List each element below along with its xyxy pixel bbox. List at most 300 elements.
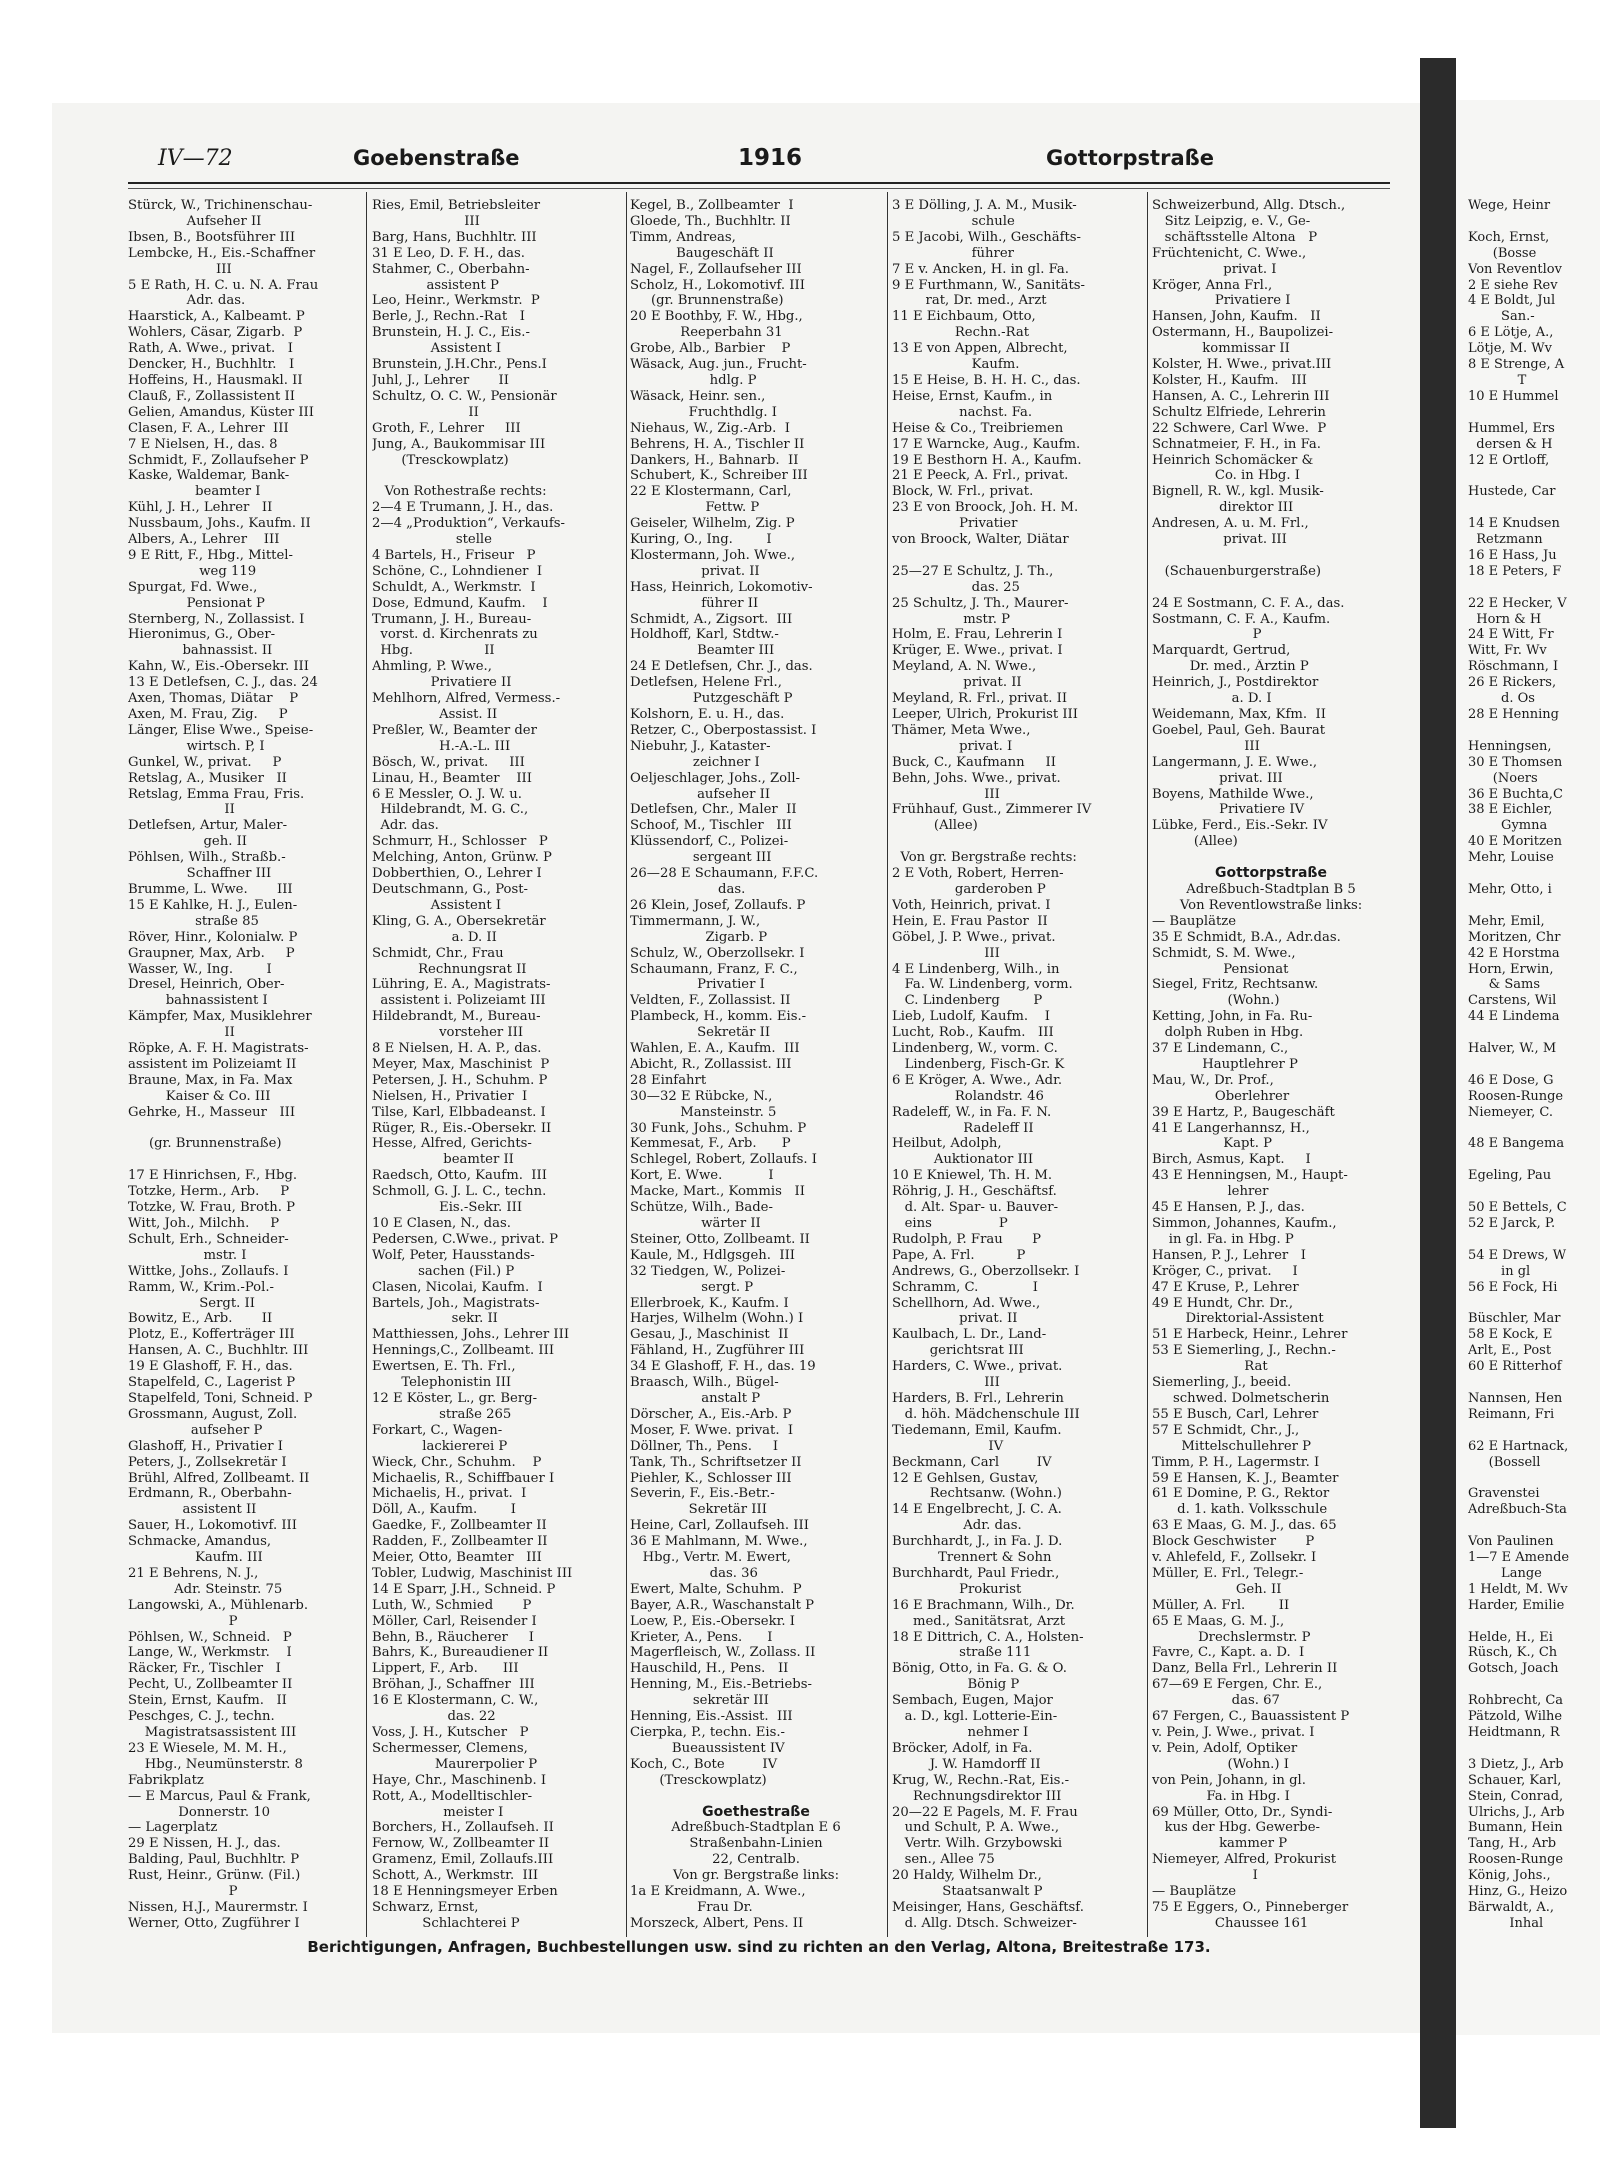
directory-entry-line: Döllner, Th., Pens. I	[630, 1438, 779, 1454]
directory-entry-line: 15 E Heise, B. H. H. C., das.	[892, 372, 1081, 388]
directory-entry-line: Kling, G. A., Obersekretär	[372, 913, 546, 929]
street-section-heading: Goethestraße	[702, 1804, 810, 1820]
directory-column-2	[372, 198, 622, 1933]
directory-entry-line: 36 E Buchta,C	[1468, 786, 1563, 802]
directory-entry-line: Schauer, Karl,	[1468, 1772, 1562, 1788]
directory-entry-line: 13 E Detlefsen, C. J., das. 24	[128, 675, 318, 691]
directory-entry-line: Staatsanwalt P	[892, 1884, 1043, 1900]
directory-entry-line: Hauptlehrer P	[1152, 1056, 1298, 1072]
directory-entry-line: Langermann, J. E. Wwe.,	[1152, 754, 1318, 770]
directory-entry-line: 4 E Boldt, Jul	[1468, 293, 1556, 309]
year-heading: 1916	[738, 145, 803, 171]
directory-entry-line: lehrer	[1152, 1184, 1269, 1200]
directory-entry-line: in gl	[1468, 1263, 1531, 1279]
directory-entry-line: Sekretär III	[630, 1502, 767, 1518]
directory-entry-line: 15 E Kahlke, H. J., Eulen-	[128, 897, 298, 913]
directory-entry-line: 16 E Brachmann, Wilh., Dr.	[892, 1597, 1075, 1613]
directory-entry-line: Fruchthdlg. I	[630, 404, 778, 420]
directory-entry-line: assistent II	[128, 1502, 257, 1518]
directory-entry-line: III	[892, 1375, 1000, 1391]
directory-entry-line: 1a E Kreidmann, A. Wwe.,	[630, 1884, 806, 1900]
directory-entry-line: Barg, Hans, Buchhltr. III	[372, 229, 537, 245]
directory-entry-line: Radeleff II	[892, 1120, 1034, 1136]
directory-entry-line: Stapelfeld, C., Lagerist P	[128, 1375, 296, 1391]
directory-entry-line: Gramenz, Emil, Zollaufs.III	[372, 1852, 554, 1868]
directory-entry-line: Magerfleisch, W., Zollass. II	[630, 1645, 816, 1661]
column-divider	[1147, 192, 1148, 1937]
spacer-line	[892, 548, 1144, 564]
directory-entry-line: — Lagerplatz	[128, 1820, 218, 1836]
directory-entry-line: Stein, Conrad,	[1468, 1788, 1564, 1804]
directory-entry-line: Schultz Elfriede, Lehrerin	[1152, 404, 1326, 420]
directory-entry-line: meister I	[372, 1804, 504, 1820]
directory-entry-line: Wolf, Peter, Hausstands-	[372, 1247, 535, 1263]
directory-entry-line: (gr. Brunnenstraße)	[630, 293, 784, 309]
section-note: Von Reventlowstraße links:	[1179, 897, 1363, 913]
directory-entry-line: Von Reventlov	[1468, 261, 1562, 277]
directory-entry-line: Gotsch, Joach	[1468, 1661, 1559, 1677]
spacer-line	[1152, 548, 1390, 564]
directory-entry-line: Schlachterei P	[372, 1915, 520, 1931]
directory-entry-line: Kaiser & Co. III	[128, 1088, 271, 1104]
directory-entry-line: Lieb, Ludolf, Kaufm. I	[892, 1009, 1051, 1025]
directory-entry-line: Bärwaldt, A.,	[1468, 1899, 1555, 1915]
directory-entry-line: Hildebrandt, M., Bureau-	[372, 1009, 541, 1025]
directory-entry-line: Rechnungsdirektor III	[892, 1788, 1062, 1804]
directory-entry-line: P	[128, 1884, 238, 1900]
directory-entry-line: 52 E Jarck, P.	[1468, 1216, 1556, 1231]
header-rule	[128, 182, 1390, 184]
directory-entry-line: 26 Klein, Josef, Zollaufs. P	[630, 897, 806, 913]
directory-entry-line: 51 E Harbeck, Heinr., Lehrer	[1152, 1327, 1348, 1343]
directory-entry-line: Lembcke, H., Eis.-Schaffner	[128, 245, 316, 261]
directory-entry-line: Früchtenicht, C. Wwe.,	[1152, 245, 1307, 261]
directory-entry-line: Röschmann, I	[1468, 659, 1559, 675]
directory-entry-line: — Bauplätze	[1152, 913, 1236, 929]
directory-entry-line: d. höh. Mädchenschule III	[892, 1406, 1080, 1422]
directory-entry-line: Röhrig, J. H., Geschäftsf.	[892, 1184, 1057, 1200]
directory-entry-line: Lange, W., Werkmstr. I	[128, 1645, 292, 1661]
directory-entry-line: Niemeyer, Alfred, Prokurist	[1152, 1852, 1337, 1868]
directory-entry-line: 49 E Hundt, Chr. Dr.,	[1152, 1295, 1294, 1311]
directory-entry-line: Fernow, W., Zollbeamter II	[372, 1836, 550, 1852]
spacer-line	[1468, 1375, 1598, 1391]
section-note: Adreßbuch-Stadtplan B 5	[1186, 881, 1356, 897]
directory-entry-line: Bowitz, E., Arb. II	[128, 1311, 273, 1327]
directory-entry-line: Kaule, M., Hdlgsgeh. III	[630, 1247, 796, 1263]
directory-entry-line: Reeperbahn 31	[630, 325, 783, 341]
directory-entry-line: gerichtsrat III	[892, 1343, 1024, 1359]
directory-entry-line: Retzer, C., Oberpostassist. I	[630, 722, 817, 738]
directory-entry-line: Räcker, Fr., Tischler I	[128, 1661, 281, 1677]
directory-entry-line: 23 E von Broock, Joh. H. M.	[892, 500, 1079, 516]
directory-entry-line: Harders, C. Wwe., privat.	[892, 1359, 1063, 1375]
directory-entry-line: Tiedemann, Emil, Kaufm.	[892, 1422, 1062, 1438]
directory-entry-line: 47 E Kruse, P., Lehrer	[1152, 1279, 1299, 1295]
spacer-line	[1468, 1296, 1598, 1312]
directory-entry-line: 20 Haldy, Wilhelm Dr.,	[892, 1868, 1042, 1884]
directory-entry-line: Von gr. Bergstraße rechts:	[892, 850, 1077, 866]
directory-entry-line: Dobberthien, O., Lehrer I	[372, 866, 542, 882]
directory-entry-line: Schult, Erh., Schneider-	[128, 1231, 289, 1247]
directory-entry-line: nachst. Fa.	[892, 404, 1033, 420]
directory-entry-line: sen., Allee 75	[892, 1852, 995, 1868]
directory-entry-line: Ostermann, H., Baupolizei-	[1152, 325, 1334, 341]
directory-entry-line: 55 E Busch, Carl, Lehrer	[1152, 1406, 1319, 1422]
directory-entry-line: Kühl, J. H., Lehrer II	[128, 500, 273, 516]
directory-entry-line: Krug, W., Rechn.-Rat, Eis.-	[892, 1772, 1070, 1788]
directory-entry-line: 12 E Köster, L., gr. Berg-	[372, 1390, 538, 1406]
directory-entry-line: 16 E Hass, Ju	[1468, 547, 1557, 563]
directory-entry-line: zeichner I	[630, 754, 760, 770]
directory-entry-line: Hbg., Vertr. M. Ewert,	[630, 1550, 791, 1566]
directory-entry-line: Voss, J. H., Kutscher P	[372, 1725, 529, 1740]
directory-entry-line: 57 E Schmidt, Chr., J.,	[1152, 1422, 1300, 1438]
directory-entry-line: straße 85	[128, 913, 259, 929]
directory-entry-line: 38 E Eichler,	[1468, 802, 1553, 818]
directory-entry-line: Braune, Max, in Fa. Max	[128, 1072, 293, 1088]
directory-entry-line: Kuring, O., Ing. I	[630, 532, 772, 548]
directory-entry-line: Braasch, Wilh., Bügel-	[630, 1375, 779, 1391]
directory-entry-line: Deutschmann, G., Post-	[372, 881, 528, 897]
directory-entry-line: Ulrichs, J., Arb	[1468, 1804, 1565, 1820]
directory-entry-line: Privatier	[892, 516, 1018, 532]
directory-entry-line	[372, 1932, 622, 1933]
page-header	[128, 140, 1390, 180]
directory-entry-line: Assistent I	[372, 341, 502, 357]
directory-entry-line: Meyer, Max, Maschinist P	[372, 1056, 550, 1072]
directory-entry-line: sergt. P	[630, 1279, 754, 1295]
directory-entry-line: sekr. II	[372, 1311, 498, 1327]
directory-entry-line: Ewert, Malte, Schuhm. P	[630, 1581, 802, 1597]
directory-entry-line: nehmer I	[892, 1725, 1029, 1740]
directory-entry-line: Leeper, Ulrich, Prokurist III	[892, 707, 1078, 722]
directory-entry-line: Morszeck, Albert, Pens. II	[630, 1915, 804, 1931]
directory-entry-line: Wohlers, Cäsar, Zigarb. P	[128, 325, 303, 341]
right-street-heading: Gottorpstraße	[1046, 146, 1214, 170]
directory-entry-line: Sekretär II	[630, 1025, 771, 1041]
directory-entry-line: Magistratsassistent III	[128, 1725, 297, 1740]
spacer-line	[1468, 1677, 1598, 1693]
directory-entry-line: Borchers, H., Zollaufseh. II	[372, 1820, 554, 1836]
adjacent-page-column	[1468, 198, 1598, 1932]
directory-entry-line: Hinz, G., Heizo	[1468, 1884, 1568, 1900]
directory-entry-line: med., Sanitätsrat, Arzt	[892, 1613, 1066, 1629]
directory-entry-line: Kahn, W., Eis.-Obersekr. III	[128, 659, 309, 675]
directory-entry-line: Hauschild, H., Pens. II	[630, 1661, 789, 1677]
directory-entry-line: Rat	[1152, 1359, 1268, 1375]
directory-entry-line: 30—32 E Rübcke, N.,	[630, 1088, 773, 1104]
directory-entry-line: (Tresckowplatz)	[372, 452, 509, 468]
directory-entry-line: 9 E Ritt, F., Hbg., Mittel-	[128, 547, 293, 563]
directory-entry-line: das. 36	[630, 1565, 758, 1581]
directory-entry-line: Wieck, Chr., Schuhm. P	[372, 1454, 542, 1470]
directory-entry-line: Wege, Heinr	[1468, 198, 1551, 213]
directory-entry-line: 18 E Henningsmeyer Erben	[372, 1884, 558, 1900]
directory-entry-line: Michaelis, H., privat. I	[372, 1486, 527, 1502]
directory-entry-line: Carstens, Wil	[1468, 993, 1557, 1009]
directory-entry-line: Niemeyer, C.	[1468, 1104, 1553, 1120]
directory-entry-line: Privatiere II	[372, 675, 512, 691]
directory-entry-line: Moritzen, Chr	[1468, 929, 1561, 945]
directory-entry-line: Schnatmeier, F. H., in Fa.	[1152, 436, 1321, 452]
directory-entry-line: Boyens, Mathilde Wwe.,	[1152, 786, 1314, 802]
directory-entry-line: Hein, E. Frau Pastor II	[892, 913, 1048, 929]
directory-entry-line: Brumme, L. Wwe. III	[128, 881, 293, 897]
directory-entry-line: Frühhauf, Gust., Zimmerer IV	[892, 802, 1092, 818]
directory-entry-line: Behn, B., Räucherer I	[372, 1629, 534, 1645]
spacer-line	[1468, 1121, 1598, 1137]
directory-entry-line: privat. I	[892, 738, 1013, 754]
directory-entry-line: Klostermann, Joh. Wwe.,	[630, 547, 796, 563]
directory-entry-line: 2 E siehe Rev	[1468, 277, 1558, 293]
directory-entry-line: Niebuhr, J., Kataster-	[630, 738, 771, 754]
directory-entry-line: Detlefsen, Chr., Maler II	[630, 802, 797, 818]
directory-entry-line: Adr. das.	[892, 1518, 1022, 1534]
directory-entry-line: 26 E Rickers,	[1468, 675, 1557, 691]
directory-entry-line: v. Pein, Adolf, Optiker	[1152, 1740, 1298, 1756]
directory-entry-line: Block, W. Frl., privat.	[892, 484, 1034, 500]
directory-entry-line: Loew, P., Eis.-Obersekr. I	[630, 1613, 796, 1629]
directory-entry-line: Erdmann, R., Oberbahn-	[128, 1486, 292, 1502]
directory-entry-line: Inhal	[1468, 1915, 1544, 1931]
directory-entry-line: straße 111	[892, 1645, 1032, 1661]
spacer-line	[1468, 468, 1598, 484]
directory-entry-line: Kolster, H. Wwe., privat.III	[1152, 357, 1332, 373]
spacer-line	[1152, 580, 1390, 596]
directory-entry-line: 14 E Engelbrecht, J. C. A.	[892, 1502, 1062, 1518]
directory-entry-line: 4 E Lindenberg, Wilh., in	[892, 961, 1060, 977]
directory-entry-line: Chaussee 161	[1152, 1915, 1309, 1931]
directory-entry-line: sergeant III	[630, 850, 772, 866]
directory-entry-line: das. 67	[1152, 1693, 1280, 1709]
directory-entry-line: 17 E Warncke, Aug., Kaufm.	[892, 436, 1081, 452]
directory-entry-line: Kort, E. Wwe. I	[630, 1168, 774, 1184]
directory-entry-line: Sembach, Eugen, Major	[892, 1693, 1053, 1709]
directory-entry-line: 6 E Lötje, A.,	[1468, 325, 1554, 341]
directory-entry-line: 31 E Leo, D. F. H., das.	[372, 245, 525, 261]
directory-entry-line: Hennings,C., Zollbeamt. III	[372, 1343, 555, 1359]
directory-entry-line: Favre, C., Kapt. a. D. I	[1152, 1645, 1305, 1661]
directory-entry-line: Nissen, H.J., Maurermstr. I	[128, 1899, 308, 1915]
directory-entry-line: Tobler, Ludwig, Maschinist III	[372, 1565, 573, 1581]
directory-entry-line: Oeljeschlager, Johs., Zoll-	[630, 770, 800, 786]
directory-entry-line: Rechtsanw. (Wohn.)	[892, 1486, 1062, 1502]
directory-entry-line: 8 E Strenge, A	[1468, 357, 1565, 373]
book-gutter	[1420, 58, 1456, 2128]
directory-entry-line: Schöne, C., Lohndiener I	[372, 563, 543, 579]
spacer-line	[892, 834, 1144, 850]
directory-entry-line: Heinrich Schomäcker &	[1152, 452, 1314, 468]
directory-entry-line: König, Johs.,	[1468, 1868, 1551, 1884]
directory-entry-line: privat. II	[892, 675, 1022, 691]
directory-entry-line: Pecht, U., Zollbeamter II	[128, 1677, 293, 1693]
directory-entry-line: privat. III	[1152, 532, 1287, 548]
directory-entry-line: Haye, Chr., Maschinenb. I	[372, 1772, 547, 1788]
directory-entry-line: von Broock, Walter, Diätar	[892, 532, 1069, 548]
directory-entry-line: Putzgeschäft P	[630, 691, 793, 707]
spacer-line	[1468, 1741, 1598, 1757]
directory-entry-line: Marquardt, Gertrud,	[1152, 643, 1291, 659]
directory-entry-line: 54 E Drews, W	[1468, 1247, 1567, 1263]
directory-entry-line: Bueaussistent IV	[630, 1740, 785, 1756]
directory-entry-line: Reimann, Fri	[1468, 1406, 1555, 1422]
directory-entry-line: 62 E Hartnack,	[1468, 1438, 1569, 1454]
directory-entry-line: Wäsack, Heinr. sen.,	[630, 388, 766, 404]
directory-entry-line: Kaulbach, L. Dr., Land-	[892, 1327, 1047, 1343]
directory-entry-line: Fa. W. Lindenberg, vorm.	[892, 977, 1073, 993]
directory-entry-line: 42 E Horstma	[1468, 945, 1560, 961]
directory-entry-line: Schütze, Wilh., Bade-	[630, 1200, 773, 1216]
directory-entry-line: Adreßbuch-Sta	[1468, 1502, 1567, 1518]
directory-entry-line: Telephonistin III	[372, 1375, 512, 1391]
directory-entry-line: 3 Dietz, J., Arb	[1468, 1756, 1564, 1772]
directory-entry-line: Schaffner III	[128, 866, 272, 882]
directory-entry-line: Groth, F., Lehrer III	[372, 420, 521, 436]
directory-entry-line: (gr. Brunnenstraße)	[128, 1136, 282, 1152]
directory-entry-line: Witt, Joh., Milchh. P	[128, 1216, 280, 1231]
spacer-line	[128, 1121, 360, 1137]
directory-entry-line: führer II	[630, 595, 759, 611]
directory-entry-line: Maurerpolier P	[372, 1756, 538, 1772]
directory-entry-line: Hansen, A. C., Buchhltr. III	[128, 1343, 309, 1359]
directory-entry-line: 7 E v. Ancken, H. in gl. Fa.	[892, 261, 1069, 277]
directory-entry-line: Geiseler, Wilhelm, Zig. P	[630, 516, 795, 532]
directory-entry-line: Timm, P. H., Lagermstr. I	[1152, 1454, 1320, 1470]
directory-entry-line: Matthiessen, Johs., Lehrer III	[372, 1327, 570, 1343]
directory-entry-line: H.-A.-L. III	[372, 738, 511, 754]
directory-entry-line: III	[372, 213, 480, 229]
section-note: 22, Centralb.	[712, 1852, 800, 1868]
directory-entry-line: Grobe, Alb., Barbier P	[630, 341, 791, 357]
directory-entry-line: 22 Schwere, Carl Wwe. P	[1152, 420, 1327, 436]
directory-entry-line: Mehr, Emil,	[1468, 913, 1545, 929]
directory-entry-line: wärter II	[630, 1216, 761, 1231]
directory-entry-line: Kemmesat, F., Arb. P	[630, 1136, 791, 1152]
directory-entry-line: 10 E Kniewel, Th. H. M.	[892, 1168, 1053, 1184]
column-divider	[626, 192, 627, 1937]
directory-entry-line: Schmidt, A., Zigsort. III	[630, 611, 793, 627]
directory-entry-line: 5 E Rath, H. C. u. N. A. Frau	[128, 277, 319, 293]
directory-entry-line: 24 E Witt, Fr	[1468, 627, 1554, 643]
directory-entry-line: Frau Dr.	[630, 1899, 753, 1915]
directory-entry-line: Kolshorn, E. u. H., das.	[630, 707, 785, 722]
directory-entry-line: Dr. med., Ärztin P	[1152, 659, 1309, 675]
directory-entry-line: Detlefsen, Artur, Maler-	[128, 818, 288, 834]
directory-entry-line: Heise & Co., Treibriemen	[892, 420, 1064, 436]
directory-entry-line: P	[1152, 627, 1262, 643]
directory-entry-line: vorst. d. Kirchenrats zu	[372, 627, 538, 643]
directory-entry-line: Dankers, H., Bahnarb. II	[630, 452, 799, 468]
directory-entry-line: Radeleff, W., in Fa. F. N.	[892, 1104, 1052, 1120]
directory-entry-line: Schmidt, F., Zollaufseher P	[128, 452, 309, 468]
directory-entry-line: Abicht, R., Zollassist. III	[630, 1056, 792, 1072]
directory-entry-line: Pensionat	[1152, 961, 1289, 977]
directory-entry-line: (Allee)	[1152, 834, 1238, 850]
directory-entry-line: Schulz, W., Oberzollsekr. I	[630, 945, 805, 961]
directory-entry-line: hdlg. P	[630, 372, 757, 388]
directory-entry-line: 8 E Nielsen, H. A. P., das.	[372, 1041, 542, 1057]
directory-entry-line: direktor III	[1152, 500, 1294, 516]
directory-entry-line: Zigarb. P	[630, 929, 768, 945]
directory-entry-line: v. Pein, J. Wwe., privat. I	[1152, 1725, 1315, 1740]
directory-entry-line: Adr. das.	[372, 818, 439, 834]
directory-entry-line: 13 E von Appen, Albrecht,	[892, 341, 1068, 357]
directory-entry-line: schäftsstelle Altona P	[1152, 229, 1318, 245]
directory-entry-line: 16 E Klostermann, C. W.,	[372, 1693, 539, 1709]
directory-entry-line: 35 E Schmidt, B.A., Adr.das.	[1152, 929, 1341, 945]
directory-entry-line: 19 E Glashoff, F. H., das.	[128, 1359, 293, 1375]
directory-entry-line: Mau, W., Dr. Prof.,	[1152, 1072, 1274, 1088]
directory-entry-line: 59 E Hansen, K. J., Beamter	[1152, 1470, 1339, 1486]
directory-entry-line: Bösch, W., privat. III	[372, 754, 525, 770]
directory-entry-line: Tank, Th., Schriftsetzer II	[630, 1454, 802, 1470]
directory-entry-line: Dose, Edmund, Kaufm. I	[372, 595, 548, 611]
directory-entry-line: 50 E Bettels, C	[1468, 1200, 1567, 1216]
directory-entry-line: Göbel, J. P. Wwe., privat.	[892, 929, 1056, 945]
directory-entry-line: Berle, J., Rechn.-Rat I	[372, 309, 525, 325]
directory-entry-line: Geh. II	[1152, 1581, 1282, 1597]
spacer-line	[372, 468, 622, 484]
directory-entry-line: Lange	[1468, 1565, 1542, 1581]
directory-entry-line	[892, 1932, 1144, 1933]
directory-entry-line: aufseher P	[128, 1422, 263, 1438]
directory-entry-line: Von Paulinen	[1468, 1534, 1554, 1550]
directory-entry-line: 6 E Kröger, A. Wwe., Adr.	[892, 1072, 1063, 1088]
directory-entry-line: Nagel, F., Zollaufseher III	[630, 261, 802, 277]
directory-entry-line: Rechnungsrat II	[372, 961, 527, 977]
directory-entry-line: 25—27 E Schultz, J. Th.,	[892, 563, 1054, 579]
directory-entry-line: Koch, Ernst,	[1468, 229, 1550, 245]
directory-column-5	[1152, 198, 1390, 1933]
publisher-footer: Berichtigungen, Anfragen, Buchbestellungen usw. sind zu richten an den Verlag, Altona, Breitestraße 173.	[307, 1938, 1211, 1956]
directory-entry-line: (Allee)	[892, 818, 978, 834]
spacer-line	[1468, 1518, 1598, 1534]
directory-entry-line: Hansen, A. C., Lehrerin III	[1152, 388, 1330, 404]
directory-entry-line: 20 E Boothby, F. W., Hbg.,	[630, 309, 803, 325]
directory-entry-line: Langowski, A., Mühlenarb.	[128, 1597, 309, 1613]
directory-entry-line: 14 E Knudsen	[1468, 516, 1560, 532]
directory-entry-line: Henning, M., Eis.-Betriebs-	[630, 1677, 812, 1693]
directory-entry-line: Andrews, G., Oberzollsekr. I	[892, 1263, 1080, 1279]
directory-entry-line: Lübke, Ferd., Eis.-Sekr. IV	[1152, 818, 1328, 834]
directory-entry-line: Arlt, E., Post	[1468, 1343, 1552, 1359]
directory-entry-line: Heilbut, Adolph,	[892, 1136, 1002, 1152]
directory-entry-line: Auktionator III	[892, 1152, 1034, 1168]
directory-entry-line: Moser, F. Wwe. privat. I	[630, 1422, 794, 1438]
directory-entry-line: Schmidt, S. M. Wwe.,	[1152, 945, 1296, 961]
directory-entry-line: führer	[892, 245, 1014, 261]
directory-entry-line: Wasser, W., Ing. I	[128, 961, 272, 977]
directory-entry-line: Lötje, M. Wv	[1468, 341, 1552, 357]
directory-entry-line: und Schult, P. A. Wwe.,	[892, 1820, 1060, 1836]
directory-entry-line: Retslag, A., Musiker II	[128, 770, 287, 786]
directory-entry-line: II	[372, 404, 479, 420]
directory-entry-line: Petersen, J. H., Schuhm. P	[372, 1072, 548, 1088]
spacer-line	[630, 1789, 882, 1805]
directory-entry-line: Bröcker, Adolf, in Fa.	[892, 1740, 1033, 1756]
directory-entry-line: 29 E Nissen, H. J., das.	[128, 1836, 281, 1852]
directory-entry-line: Voth, Heinrich, privat. I	[892, 897, 1051, 913]
directory-entry-line: Schermesser, Clemens,	[372, 1740, 528, 1756]
header-rule-thin	[128, 188, 1390, 189]
directory-entry-line: das.	[630, 881, 746, 897]
directory-entry-line: & Sams	[1468, 977, 1541, 993]
directory-entry-line: Weidemann, Max, Kfm. II	[1152, 707, 1326, 722]
directory-entry-line: a. D. II	[372, 929, 497, 945]
directory-entry-line: Peschges, C. J., techn.	[128, 1709, 275, 1725]
directory-entry-line: Hesse, Alfred, Gerichts-	[372, 1136, 532, 1152]
